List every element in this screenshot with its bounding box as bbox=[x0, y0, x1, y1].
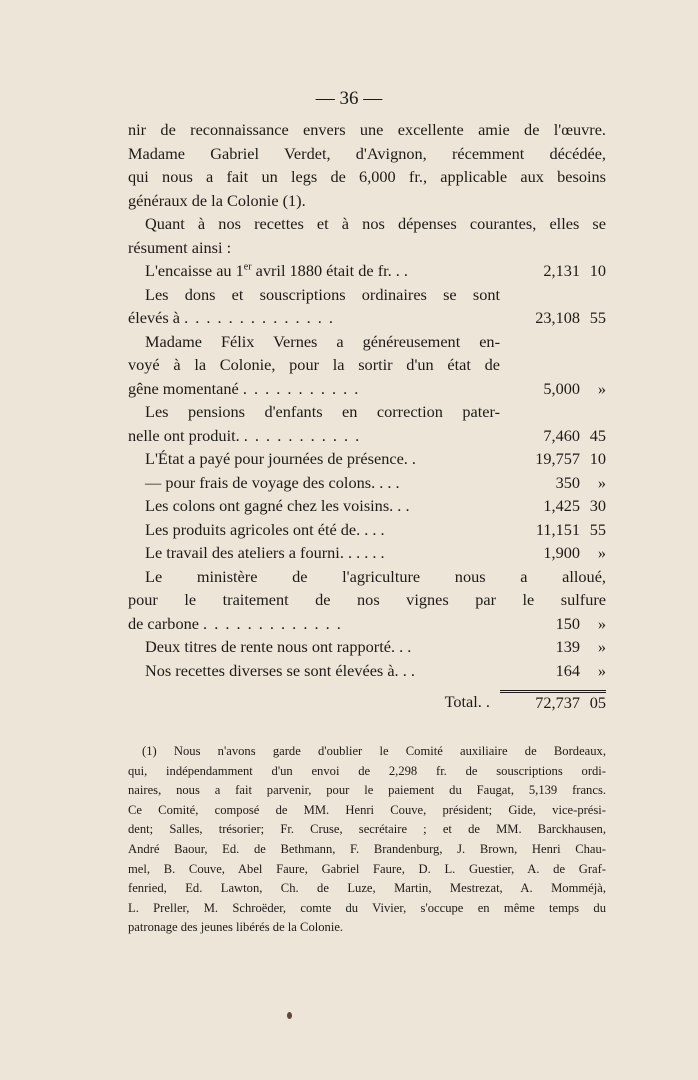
intro-line: Quant à nos recettes et à nos dépenses courantes, elles se bbox=[145, 214, 606, 233]
footnote-line: Ce Comité, composé de MM. Henri Couve, président; Gide, vice-prési- bbox=[128, 802, 606, 817]
entry-amount: 7,460 bbox=[543, 425, 580, 445]
account-total bbox=[128, 690, 606, 714]
footnote-line: qui, indépendamment d'un envoi de 2,298 fr. de souscriptions ordi- bbox=[128, 763, 606, 778]
entry-description bbox=[128, 306, 500, 330]
entry-description bbox=[128, 377, 500, 401]
account-entry-ministere bbox=[128, 612, 606, 636]
entry-text: élevés à bbox=[128, 308, 180, 327]
leader-dots: . . . . . . . . . . . . . . bbox=[184, 308, 335, 327]
entry-amount: 19,757 bbox=[535, 449, 580, 468]
entry-description: Deux titres de rente nous ont rapporté. . . bbox=[145, 637, 412, 656]
paragraph-line: généraux de la Colonie (1). bbox=[128, 190, 306, 210]
footnote-line: (1) Nous n'avons garde d'oublier le Comité auxiliaire de Bordeaux, bbox=[142, 744, 606, 758]
account-entry-verne bbox=[128, 377, 606, 401]
ink-speck bbox=[287, 1012, 292, 1019]
paragraph-line: qui nous a fait un legs de 6,000 fr., applicable aux besoins bbox=[128, 167, 606, 186]
entry-amount: 1,900 bbox=[543, 543, 580, 562]
page-number: — 36 — bbox=[315, 88, 383, 109]
entry-cents: 30 bbox=[589, 496, 606, 515]
total-amount: 72,737 bbox=[500, 690, 580, 714]
account-entry-etat bbox=[128, 447, 606, 471]
entry-cents: 45 bbox=[589, 425, 606, 445]
entry-text: de carbone bbox=[128, 613, 199, 633]
entry-cents: 55 bbox=[589, 519, 606, 539]
intro-line: résument ainsi : bbox=[128, 237, 232, 257]
entry-line: pour le traitement de nos vignes par le sulfure bbox=[128, 590, 606, 609]
entry-cents: » bbox=[597, 613, 606, 633]
entry-amount: 150 bbox=[555, 613, 580, 633]
main-text bbox=[128, 118, 606, 714]
entry-description: Nos recettes diverses se sont élevées à. . . bbox=[145, 660, 415, 680]
entry-cents: 10 bbox=[589, 449, 606, 468]
account-entry-voyage bbox=[128, 471, 606, 495]
footnote bbox=[128, 742, 606, 938]
entry-cents: » bbox=[597, 378, 606, 398]
entry-line: Les dons et souscriptions ordinaires se sont bbox=[145, 284, 500, 304]
leader-dots: . . . . . . . . . . . bbox=[242, 378, 360, 398]
entry-amount: 5,000 bbox=[543, 378, 580, 398]
account-entry-colons bbox=[128, 494, 606, 518]
entry-description: L'État a payé pour journées de présence. . bbox=[145, 449, 417, 468]
entry-cents: 55 bbox=[589, 308, 606, 327]
entry-text: L'encaisse au 1 bbox=[145, 261, 244, 280]
entry-line: voyé à la Colonie, pour la sortir d'un état de bbox=[128, 355, 500, 374]
entry-amount: 350 bbox=[555, 472, 580, 492]
footnote-line: patronage des jeunes libérés de la Colonie. bbox=[128, 920, 344, 935]
account-entry-dons bbox=[128, 306, 606, 330]
entry-amount: 23,108 bbox=[535, 308, 580, 327]
entry-line: Le ministère de l'agriculture nous a alloué, bbox=[145, 566, 606, 586]
account-entry-rente bbox=[128, 635, 606, 659]
footnote-line: mel, B. Couve, Abel Faure, Gabriel Faure, D. L. Guestier, A. de Graf- bbox=[128, 861, 606, 876]
entry-text: nelle ont produit. bbox=[128, 425, 240, 445]
entry-cents: » bbox=[597, 543, 606, 562]
entry-cents: » bbox=[597, 637, 606, 656]
entry-text: avril 1880 était de fr. . . bbox=[251, 261, 408, 280]
entry-amount: 164 bbox=[555, 660, 580, 680]
entry-description bbox=[128, 612, 500, 636]
entry-amount: 2,131 bbox=[543, 261, 580, 280]
entry-line: Les pensions d'enfants en correction pater- bbox=[145, 402, 500, 421]
paragraph-line: nir de reconnaissance envers une excellente amie de l'œuvre. bbox=[128, 120, 606, 139]
entry-cents: 10 bbox=[589, 261, 606, 280]
entry-description: Le travail des ateliers a fourni. . . . . . bbox=[145, 543, 385, 562]
entry-description: Les produits agricoles ont été de. . . . bbox=[145, 519, 385, 539]
entry-description: Les colons ont gagné chez les voisins. . . bbox=[145, 496, 410, 515]
account-entry-pensions bbox=[128, 424, 606, 448]
total-label: Total. . bbox=[444, 692, 490, 711]
account-entry-diverses bbox=[128, 659, 606, 683]
footnote-line: André Baour, Ed. de Bethmann, F. Brandenburg, J. Brown, Henri Chau- bbox=[128, 841, 606, 856]
account-entry-ateliers bbox=[128, 541, 606, 565]
footnote-line: L. Preller, M. Schroëder, comte du Vivier, s'occupe en même temps du bbox=[128, 900, 606, 915]
account-entry-agricoles bbox=[128, 518, 606, 542]
entry-cents: » bbox=[597, 660, 606, 680]
footnote-line: dent; Salles, trésorier; Fr. Cruse, secrétaire ; et de MM. Barckhausen, bbox=[128, 822, 606, 837]
entry-line: Madame Félix Vernes a généreusement en- bbox=[145, 331, 500, 351]
entry-description: — pour frais de voyage des colons. . . . bbox=[145, 472, 400, 492]
leader-dots: . . . . . . . . . . . bbox=[243, 425, 361, 445]
entry-cents: » bbox=[597, 472, 606, 492]
footnote-line: fenried, Ed. Lawton, Ch. de Luze, Martin, Mestrezat, A. Momméjà, bbox=[128, 881, 606, 896]
entry-amount: 1,425 bbox=[543, 496, 580, 515]
leader-dots: . . . . . . . . . . . . . bbox=[203, 613, 343, 633]
paragraph-line: Madame Gabriel Verdet, d'Avignon, récemment décédée, bbox=[128, 143, 606, 163]
account-entry-encaisse bbox=[128, 259, 606, 283]
entry-text: gêne momentané bbox=[128, 378, 239, 398]
total-cents: 05 bbox=[580, 690, 606, 714]
entry-amount: 139 bbox=[555, 637, 580, 656]
entry-description bbox=[128, 259, 500, 283]
footnote-line: naires, nous a fait parvenir, pour le paiement du Faugat, 5,139 francs. bbox=[128, 783, 606, 798]
superscript: er bbox=[243, 261, 252, 273]
entry-amount: 11,151 bbox=[535, 519, 580, 539]
entry-description bbox=[128, 424, 500, 448]
